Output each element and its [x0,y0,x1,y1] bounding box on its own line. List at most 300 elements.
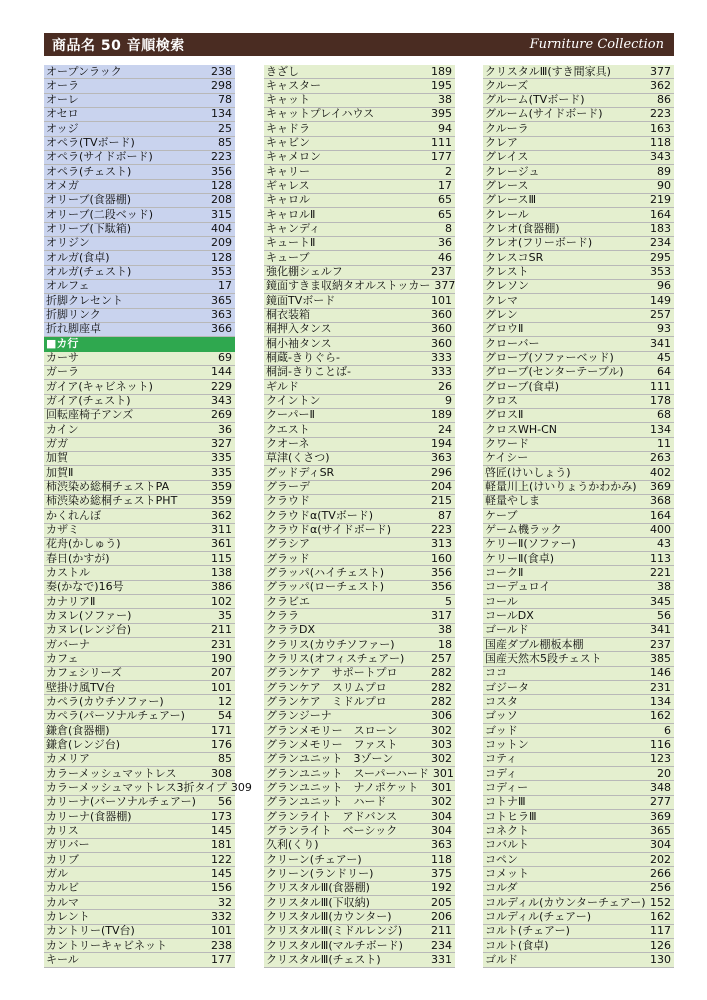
index-row [483,896,674,910]
index-column-3 [483,65,674,968]
index-row [264,953,455,967]
index-row [44,423,235,437]
page-number: 93 [657,322,671,336]
product-name: オリーブ(食器棚) [46,193,132,207]
index-row [483,280,674,294]
page-number: 231 [650,680,671,694]
product-name: グランケア サポートプロ [266,666,398,680]
index-row [44,409,235,423]
index-row [264,452,455,466]
index-row [44,667,235,681]
page-number: 304 [650,838,671,852]
product-name: オメガ [46,179,79,193]
product-name: キューブ [266,250,310,264]
product-name: ガリバー [46,838,90,852]
index-row [264,481,455,495]
product-name: クオーネ [266,437,310,451]
product-name: キャメロン [266,150,321,164]
index-row [264,495,455,509]
index-row [264,137,455,151]
product-name: グロウⅡ [485,322,524,336]
page-number: 116 [650,737,671,751]
index-row [483,724,674,738]
page-number: 189 [431,408,452,422]
index-row [264,667,455,681]
index-row [264,853,455,867]
index-row [483,395,674,409]
index-row [264,910,455,924]
page-number: 359 [211,480,232,494]
page-number: 333 [431,351,452,365]
index-row [264,724,455,738]
product-name: クリーン(チェアー) [266,852,362,866]
section-label: ■カ行 [46,336,79,350]
product-name: カラーメッシュマットレス [46,766,177,780]
index-row [264,323,455,337]
product-name: オリジン [46,236,90,250]
product-name: ゴジータ [485,680,529,694]
index-row [44,352,235,366]
product-name: グランユニット ハード [266,795,387,809]
index-row [483,810,674,824]
product-name: オッジ [46,121,79,135]
index-column-1 [44,64,252,968]
index-row [44,223,235,237]
product-name: ガル [46,866,68,880]
page-number: 362 [650,78,671,92]
page-number: 65 [438,207,452,221]
product-name: キャロル [266,193,310,207]
page-number: 204 [431,480,452,494]
index-row [264,366,455,380]
index-row [483,423,674,437]
product-name: カリス [46,823,79,837]
page-number: 282 [431,694,452,708]
product-name: キュートⅡ [266,236,316,250]
index-row [483,524,674,538]
product-name: 柿渋染め総桐チェストPHT [46,494,178,508]
product-name: コペン [485,852,518,866]
page-number: 43 [657,537,671,551]
page-number: 20 [657,766,671,780]
page-number: 257 [650,308,671,322]
index-row [483,323,674,337]
page-number: 308 [211,766,232,780]
index-row [483,452,674,466]
product-name: オーレ [46,93,79,107]
page-number: 362 [211,508,232,522]
product-name: クルーズ [485,78,529,92]
page-number: 341 [650,623,671,637]
product-name: クリスタルⅢ(マルチボード) [266,938,403,952]
index-row [483,867,674,881]
page-number: 111 [431,136,452,150]
product-name: グレン [485,308,518,322]
page-number: 138 [211,565,232,579]
page-number: 206 [431,909,452,923]
index-row [44,366,235,380]
product-name: 加賀 [46,451,68,465]
page-number: 234 [431,938,452,952]
index-row [44,638,235,652]
index-row [44,466,235,480]
page-number: 134 [650,694,671,708]
page-number: 130 [650,952,671,966]
product-name: 桐衣装箱 [266,308,310,322]
index-row [264,925,455,939]
index-row [483,65,674,79]
page-number: 171 [211,723,232,737]
index-row [44,595,235,609]
page-number: 386 [211,580,232,594]
product-name: キール [46,952,79,966]
page-number: 25 [218,121,232,135]
index-row [264,609,455,623]
page-number: 368 [650,494,671,508]
index-row [483,137,674,151]
index-row [483,796,674,810]
product-name: クラウドα(サイドボード) [266,523,392,536]
index-row [44,609,235,623]
index-row [44,839,235,853]
page-number: 256 [650,881,671,895]
page-number: 277 [650,795,671,809]
page-number: 360 [431,336,452,350]
page-number: 343 [650,150,671,164]
product-name: 加賀Ⅱ [46,465,74,479]
page-number: 211 [211,623,232,637]
product-name: カメリア [46,752,90,766]
product-name: ゴルド [485,952,518,966]
page-number: 11 [657,437,671,451]
page-number: 101 [211,680,232,694]
page-number: 238 [211,64,232,78]
page-number: 85 [218,752,232,766]
page-number: 343 [211,394,232,408]
index-row [44,309,235,323]
page-number: 298 [211,78,232,92]
index-row [44,896,235,910]
product-name: キャンディ [266,222,321,236]
index-row [264,294,455,308]
product-name: クリスタルⅢ(下収納) [266,895,370,909]
product-name: クレオ(フリーボード) [485,236,593,250]
product-name: オペラ(TVボード) [46,136,135,150]
page-number: 302 [431,723,452,737]
product-name: グローブ(センターテーブル) [485,365,624,379]
page-number: 363 [431,451,452,465]
product-name: カリーナ(パーソナルチェアー) [46,795,196,809]
product-name: グロスⅡ [485,408,524,422]
index-row [483,624,674,638]
page-number: 128 [211,250,232,264]
product-name: ガイア(チェスト) [46,394,131,408]
index-row [483,108,674,122]
product-name: 強化棚シェルフ [266,265,343,279]
page-number: 345 [650,594,671,608]
collection-subtitle: Furniture Collection [529,37,664,52]
page-number: 208 [211,193,232,207]
product-name: ゴールド [485,623,529,637]
index-row [264,380,455,394]
index-row [264,251,455,265]
page-number: 327 [211,437,232,451]
index-row [483,824,674,838]
page-number: 335 [211,451,232,465]
index-row [264,710,455,724]
product-name: オルガ(食卓) [46,250,110,264]
index-row [264,939,455,953]
index-row [483,352,674,366]
index-row [264,524,455,538]
product-name: コトヒラⅢ [485,809,537,823]
index-row [264,882,455,896]
index-row [264,79,455,93]
page-number: 144 [211,365,232,379]
product-name: クレージュ [485,164,540,178]
page-number: 341 [650,336,671,350]
page-number: 96 [657,279,671,293]
page-number: 302 [431,752,452,766]
product-name: コールDX [485,608,534,622]
page-number: 152 [650,895,671,909]
index-row [483,552,674,566]
product-name: カフェシリーズ [46,666,122,680]
page-number: 177 [211,952,232,966]
index-row [483,180,674,194]
product-name: グッドディSR [266,465,335,479]
page-number: 17 [218,279,232,293]
product-name: 春日(かすが) [46,551,110,565]
index-row [264,223,455,237]
product-name: コークⅡ [485,565,524,579]
index-row [44,280,235,294]
index-row [264,438,455,452]
product-name: コットン [485,737,529,751]
product-name: クリスタルⅢ(食器棚) [266,881,370,895]
product-name: グラッパ(ローチェスト) [266,580,385,594]
index-row [483,853,674,867]
product-name: グランジーナ [266,709,332,723]
index-row [44,681,235,695]
page-number: 302 [431,795,452,809]
page-number: 56 [218,795,232,809]
index-row [264,266,455,280]
index-row [264,552,455,566]
product-name: 鎌倉(食器棚) [46,723,110,737]
product-name: グランケア スリムプロ [266,680,387,694]
index-row [264,581,455,595]
product-name: 啓匠(けいしょう) [485,465,571,479]
index-row [44,524,235,538]
product-name: クレマ [485,293,518,307]
index-row [483,466,674,480]
index-row [264,638,455,652]
index-row [483,495,674,509]
product-name: キャビン [266,136,310,150]
index-row [483,266,674,280]
product-name: ガガ [46,437,68,451]
product-name: ガバーナ [46,637,90,651]
product-name: カペラ(パーソナルチェアー) [46,709,185,723]
index-row [483,237,674,251]
product-name: グレースⅢ [485,193,537,207]
product-name: キャット [266,93,310,107]
product-name: カーサ [46,351,79,365]
product-name: カントリー(TV台) [46,924,135,938]
product-name: ゴッソ [485,709,518,723]
page-number: 211 [431,924,452,938]
index-row [264,896,455,910]
product-name: コルト(チェアー) [485,924,570,938]
index-row [483,509,674,523]
page-number: 377 [434,279,456,293]
page-number: 178 [650,394,671,408]
product-name: クラウドα(TVボード) [266,508,374,522]
product-name: オリーブ(下駄箱) [46,222,132,236]
page-number: 26 [438,379,452,393]
product-name: カリーナ(食器棚) [46,809,132,823]
product-name: グランライト ベーシック [266,823,398,837]
product-name: クローバー [485,336,540,350]
page-number: 356 [211,164,232,178]
product-name: グランメモリー ファスト [266,737,398,751]
page-number: 5 [445,594,452,608]
product-name: 回転座椅子アンズ [46,408,134,422]
product-name: カントリーキャビネット [46,938,167,952]
index-row [264,466,455,480]
page-title: 商品名 50 音順検索 [52,37,185,54]
page-number: 181 [211,838,232,852]
product-name: クエスト [266,422,310,436]
page-number: 304 [431,823,452,837]
page-number: 360 [431,308,452,322]
page-number: 375 [431,866,452,880]
index-row [264,681,455,695]
product-name: キャリー [266,164,310,178]
page-number: 89 [657,164,671,178]
product-name: 久利(くり) [266,838,319,852]
index-row [44,824,235,838]
page-number: 363 [431,838,452,852]
index-row [44,939,235,953]
product-name: グランユニット スーパーハード [266,766,429,780]
page-number: 18 [438,637,452,651]
page-number: 348 [650,780,671,794]
page-number: 359 [211,494,232,508]
index-row [264,810,455,824]
page-number: 117 [650,924,671,938]
index-row [264,738,455,752]
product-name: グローブ(食卓) [485,379,560,393]
page-number: 223 [650,107,671,121]
index-row [264,122,455,136]
product-name: カストル [46,565,90,579]
product-name: クレスト [485,265,529,279]
index-row [483,695,674,709]
product-name: グランメモリー スローン [266,723,398,737]
page-number: 86 [657,93,671,107]
product-name: 折脚クレセント [46,293,123,307]
page-number: 183 [650,222,671,236]
index-row [44,266,235,280]
index-row [264,395,455,409]
product-name: クリスタルⅢ(ミドルレンジ) [266,924,403,938]
page-number: 149 [650,293,671,307]
page-number: 266 [650,866,671,880]
page-number: 36 [438,236,452,250]
product-name: クリスタルⅢ(すき間家具) [485,64,611,78]
product-name: コール [485,594,518,608]
index-row [44,910,235,924]
page-number: 304 [431,809,452,823]
index-row [483,79,674,93]
index-row [264,409,455,423]
index-row [44,624,235,638]
index-row [483,409,674,423]
index-row [264,151,455,165]
page-number: 176 [211,737,232,751]
product-name: クワード [485,437,529,451]
product-name: カイン [46,422,79,436]
product-name: キャドラ [266,121,310,135]
page-number: 38 [657,580,671,594]
product-name: コネクト [485,823,529,837]
index-row [44,695,235,709]
index-row [44,652,235,666]
page-number: 101 [211,924,232,938]
product-name: クラリス(カウチソファー) [266,637,395,651]
product-name: コトナⅢ [485,795,526,809]
product-name: グラッパ(ハイチェスト) [266,565,385,579]
index-row [44,65,235,79]
product-name: クレア [485,136,518,150]
product-name: かくれんぼ [46,508,101,522]
page-number: 35 [218,608,232,622]
index-row [483,251,674,265]
index-row [44,552,235,566]
page-header [44,33,674,56]
index-row [44,79,235,93]
page-number: 223 [211,150,232,164]
index-row [264,796,455,810]
page-number: 162 [650,909,671,923]
page-number: 402 [650,465,671,479]
page-number: 46 [438,250,452,264]
index-row [483,309,674,323]
product-name: ギルド [266,379,299,393]
index-row [483,581,674,595]
page-number: 6 [664,723,671,737]
page-number: 118 [650,136,671,150]
index-row [483,194,674,208]
page-number: 356 [431,565,452,579]
index-row [264,180,455,194]
index-row [44,194,235,208]
page-number: 194 [431,437,452,451]
product-name: クーパーⅡ [266,408,315,422]
product-name: コルト(食卓) [485,938,549,952]
product-name: クラリス(オフィスチェアー) [266,651,405,665]
page-number: 17 [438,179,452,193]
index-row [483,481,674,495]
index-row [483,953,674,967]
index-row [483,767,674,781]
page-number: 282 [431,666,452,680]
index-row [264,538,455,552]
index-row [44,122,235,136]
product-name: コバルト [485,838,529,852]
